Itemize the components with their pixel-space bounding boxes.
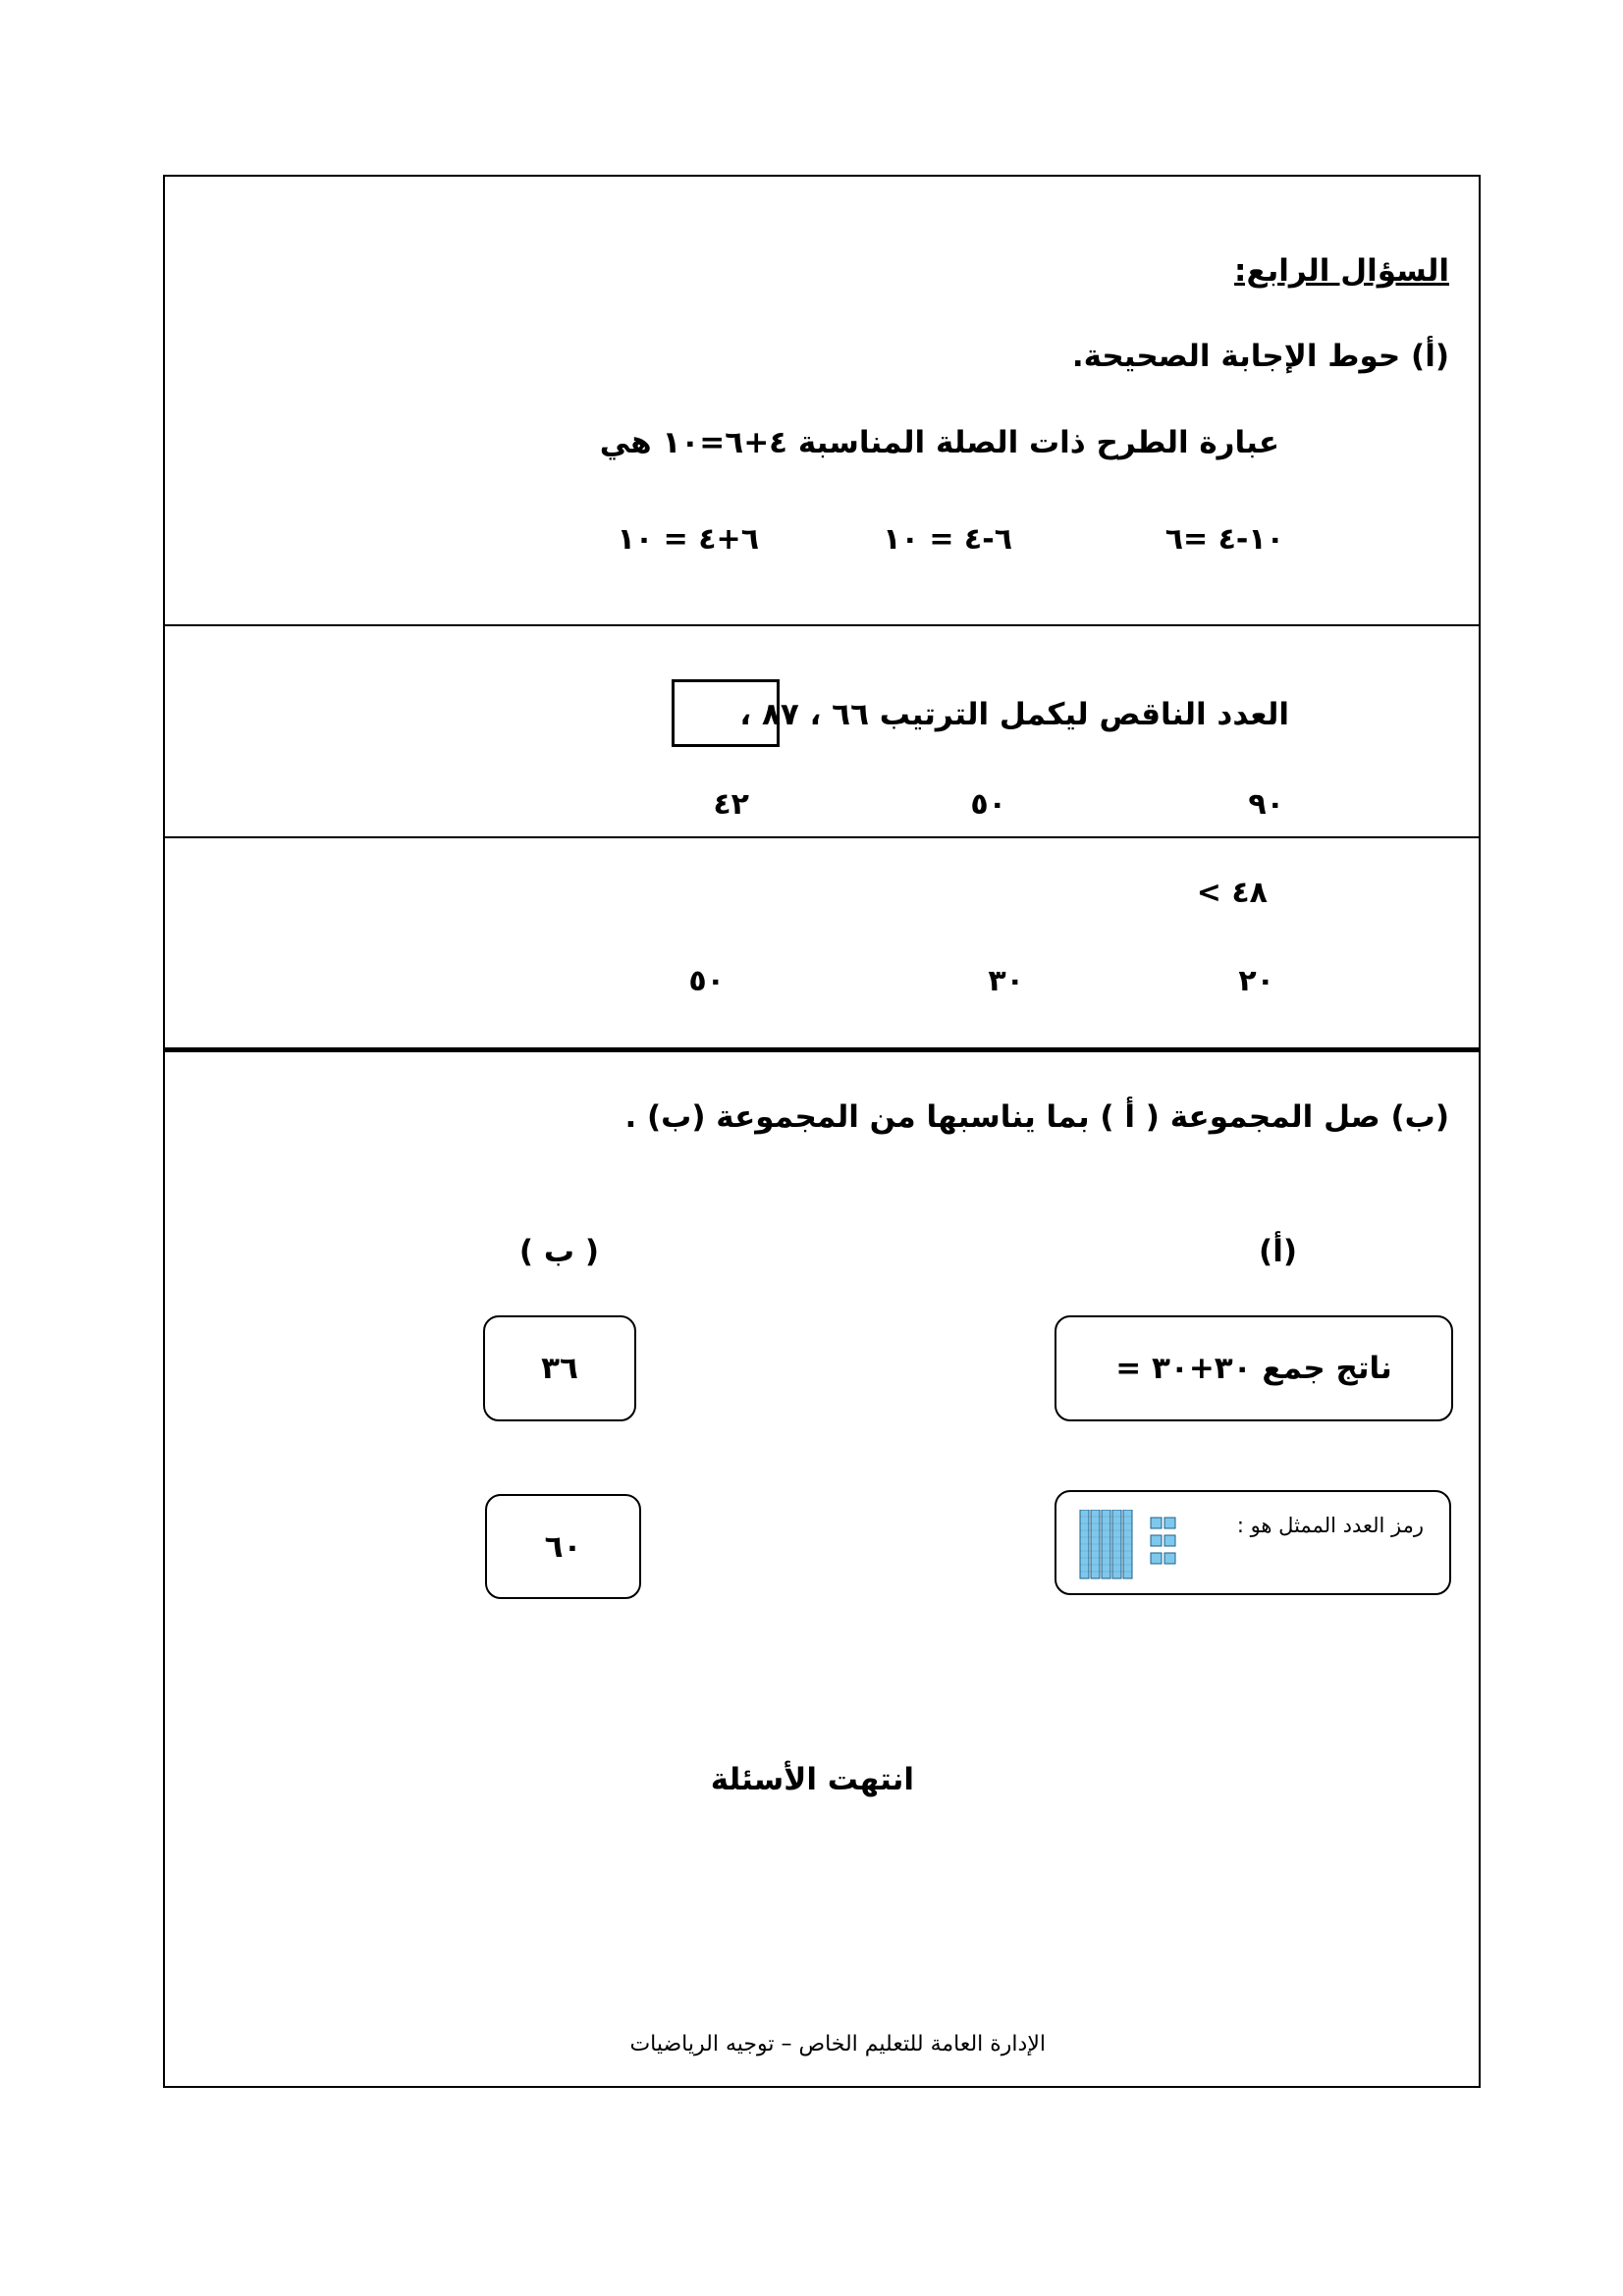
q3-option-3[interactable]: ٥٠ <box>688 964 725 998</box>
group-b-item-2[interactable] <box>485 1494 641 1599</box>
q2-answer-box[interactable] <box>672 679 780 747</box>
group-b-item-1[interactable] <box>483 1315 636 1421</box>
group-a-label: (أ) <box>1259 1234 1297 1269</box>
end-of-questions: انتهت الأسئلة <box>710 1762 914 1797</box>
divider-1 <box>165 624 1479 626</box>
group-b-label: ( ب ) <box>518 1234 599 1269</box>
q2-option-1[interactable]: ٩٠ <box>1248 787 1284 822</box>
section-divider <box>165 1047 1479 1052</box>
group-a-item-2[interactable] <box>1055 1490 1451 1595</box>
q1-prompt: عبارة الطرح ذات الصلة المناسبة ٤+٦=١٠ هي <box>599 425 1279 460</box>
footer-text: الإدارة العامة للتعليم الخاص – توجيه الرياضيات <box>629 2032 1046 2056</box>
q1-option-2[interactable]: ٦-٤ = ١٠ <box>883 522 1012 557</box>
group-a-item-1-text: ناتج جمع ٣٠+٣٠ = <box>1115 1351 1392 1386</box>
part-b-instruction: (ب) صل المجموعة ( أ ) بما يناسبها من المجموعة (ب) . <box>624 1099 1449 1135</box>
q1-option-1[interactable]: ١٠-٤ =٦ <box>1164 522 1284 557</box>
group-a-item-1[interactable] <box>1055 1315 1453 1421</box>
q3-prompt: ٤٨ > <box>1196 876 1268 910</box>
divider-2 <box>165 836 1479 838</box>
question-title: السؤال الرابع: <box>1234 253 1449 289</box>
base-ten-blocks-icon <box>1078 1510 1186 1582</box>
part-a-instruction: (أ) حوط الإجابة الصحيحة. <box>1071 339 1449 374</box>
q3-option-2[interactable]: ٣٠ <box>988 964 1024 998</box>
q2-option-2[interactable]: ٥٠ <box>970 787 1006 822</box>
q2-option-3[interactable]: ٤٢ <box>713 787 749 822</box>
group-b-item-1-text: ٣٦ <box>541 1351 578 1386</box>
group-b-item-2-text: ٦٠ <box>544 1528 582 1565</box>
q3-option-1[interactable]: ٢٠ <box>1238 964 1274 998</box>
q2-prompt: العدد الناقص ليكمل الترتيب ٦٦ ، ٨٧ ، <box>739 697 1289 732</box>
group-a-item-2-text: رمز العدد الممثل هو : <box>1236 1514 1424 1537</box>
q1-option-3[interactable]: ٦+٤ = ١٠ <box>617 522 759 557</box>
